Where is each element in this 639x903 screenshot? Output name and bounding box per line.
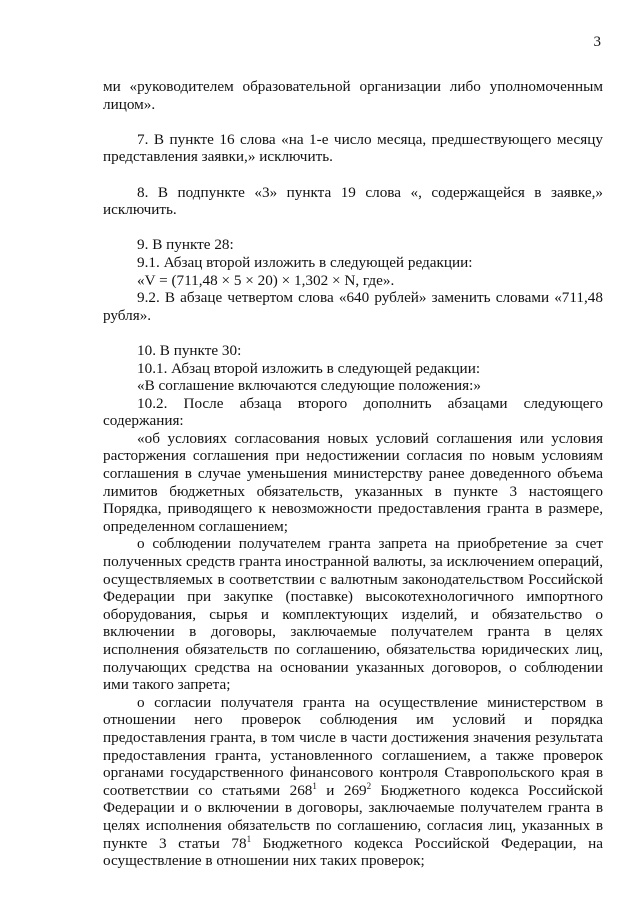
paragraph-item-10: 10. В пункте 30: <box>137 341 242 359</box>
paragraph-currency-ban: о соблюдении получателем гранта запрета на приобретение за счет полученных средств гранта иностранной валюты, за исключением операций, осуществляемых в соответствии с валютным законодательством Российской Федерации при закупке (поставке) высокотехнологичного импортного оборудования, сырья и комплектующих изделий, и обязательство о включении в договоры, заключаемые получателем гранта в целях исполнения обязательств по соглашению, обязательства юридических лиц, получающих средства на основании указанных договоров, о соблюдении ими такого запрета; <box>103 535 603 694</box>
paragraph-quote-provisions: «В соглашение включаются следующие положения:» <box>137 377 481 395</box>
paragraph-audit-consent <box>103 694 603 870</box>
superscript: 1 <box>246 833 252 844</box>
paragraph-item-10-1: 10.1. Абзац второй изложить в следующей редакции: <box>137 359 481 377</box>
paragraph-formula: «V = (711,48 × 5 × 20) × 1,302 × N, где». <box>137 271 395 289</box>
paragraph-item-9-1: 9.1. Абзац второй изложить в следующей редакции: <box>137 253 473 271</box>
text-fragment: Бюджетного кодекса Российской Федерации, на осуществление в отношении них таких проверок; <box>103 834 603 870</box>
paragraph-conditions: «об условиях согласования новых условий соглашения или условия расторжения соглашения при недостижении согласия по новым условиям соглашения в случае уменьшения министерству ранее доведенного объема лимитов бюджетных обязательств, указанных в пункте 3 настоящего Порядка, приводящего к невозможности предоставления гранта в размере, определенном соглашением; <box>103 429 603 535</box>
document-body <box>103 78 603 870</box>
text-fragment: Бюджетного кодекса Российской Федерации и о включении в договоры, заключаемые получателем гранта в целях исполнения обязательств по соглашению, согласия лиц, указанных в пункте 3 статьи 78 <box>103 781 603 852</box>
page-number: 3 <box>593 34 601 50</box>
text-fragment: о согласии получателя гранта на осуществление министерством в отношении него проверок соблюдения им условий и порядка предоставления гранта, в том числе в части достижения значения результата предоставления гранта, установленного соглашением, а также проверок органами государственного финансового контроля Ставропольского края в соответствии со статьями 268 <box>103 693 603 799</box>
text-fragment: и 269 <box>316 781 367 799</box>
paragraph-continuation: ми «руководителем образовательной организации либо уполномоченным лицом». <box>103 78 603 113</box>
paragraph-item-7: 7. В пункте 16 слова «на 1-е число месяца, предшествующего месяцу представления заявки,» исключить. <box>103 130 603 166</box>
paragraph-item-8: 8. В подпункте «3» пункта 19 слова «, содержащейся в заявке,» исключить. <box>103 183 603 219</box>
paragraph-item-9: 9. В пункте 28: <box>137 236 234 254</box>
paragraph-item-9-2: 9.2. В абзаце четвертом слова «640 рублей» заменить словами «711,48 рубля». <box>103 289 603 324</box>
paragraph-item-10-2: 10.2. После абзаца второго дополнить абзацами следующего содержания: <box>103 394 603 430</box>
superscript: 1 <box>312 780 317 791</box>
superscript: 2 <box>366 780 372 791</box>
